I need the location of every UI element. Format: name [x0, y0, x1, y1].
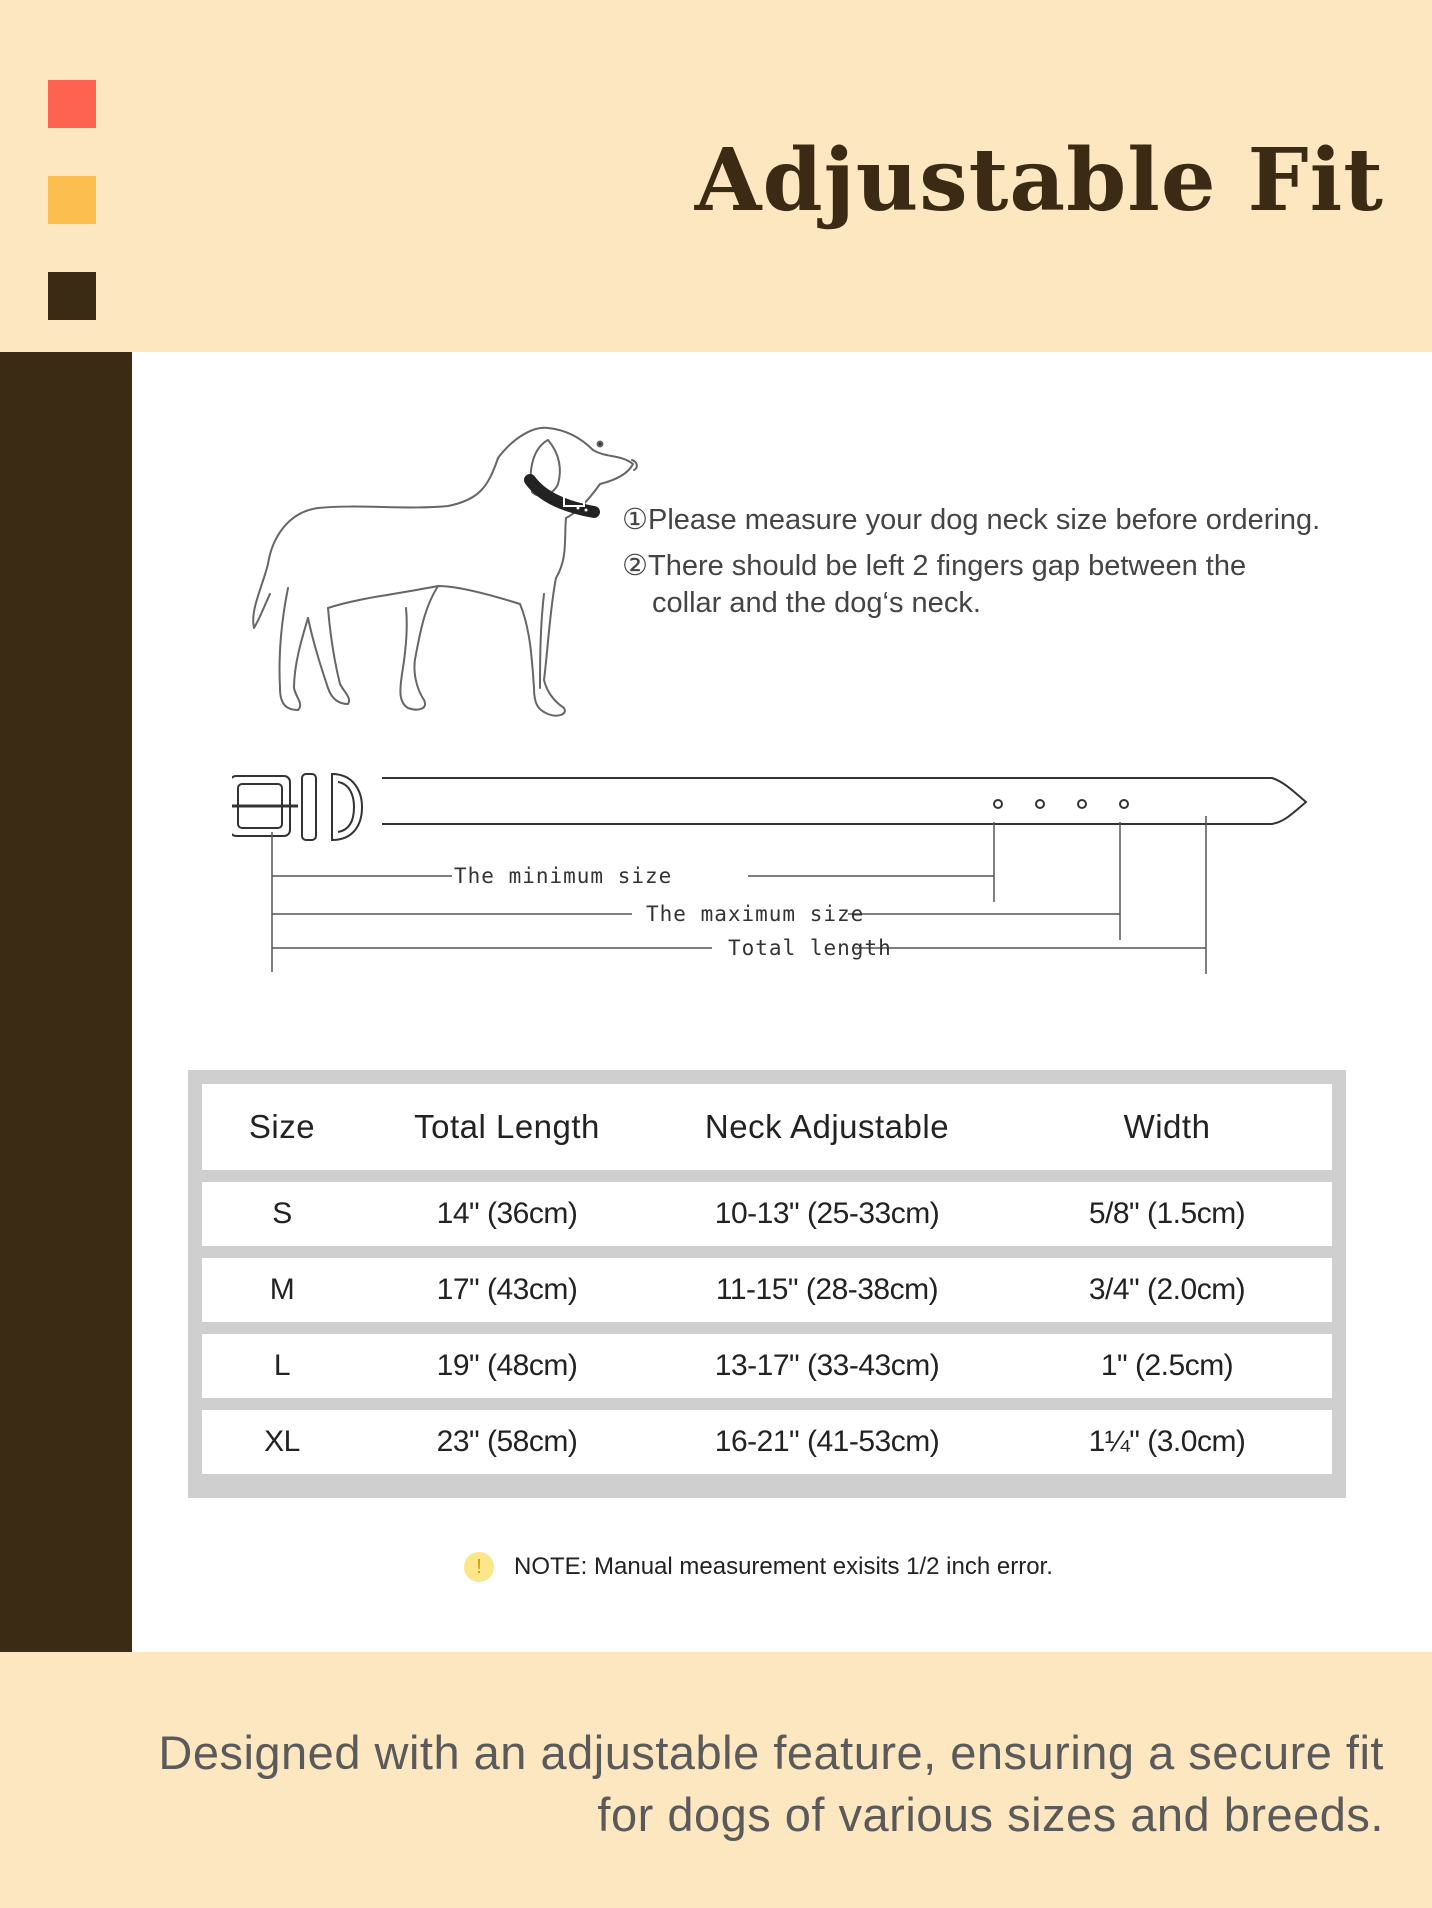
neck-adjustable-cell: 10-13" (25-33cm) [714, 1197, 940, 1230]
header-total-length: Total Length [414, 1108, 600, 1145]
total-length-cell: 17" (43cm) [436, 1273, 578, 1306]
instruction-2: ②There should be left 2 fingers gap between the [622, 549, 1247, 582]
table-row [202, 1182, 1332, 1246]
width-cell: 3/4" (2.0cm) [1088, 1273, 1246, 1306]
size-cell: L [273, 1349, 291, 1382]
warning-icon: ! [464, 1552, 494, 1582]
header-size: Size [248, 1108, 316, 1145]
footer-description [84, 1722, 1384, 1846]
neck-adjustable-cell: 16-21" (41-53cm) [714, 1425, 940, 1458]
header [0, 0, 1432, 352]
sidebar-bar [0, 352, 132, 1652]
size-chart-table [188, 1070, 1346, 1498]
instruction-2-continued: collar and the dog‘s neck. [652, 587, 981, 620]
brown-swatch [48, 272, 96, 320]
total-length-cell: 19" (48cm) [436, 1349, 578, 1382]
footer-line-1: Designed with an adjustable feature, ensuring a secure fit [158, 1726, 1384, 1779]
width-cell: 5/8" (1.5cm) [1088, 1197, 1246, 1230]
collar-diagram [232, 752, 1382, 1012]
instruction-1: ①Please measure your dog neck size before ordering. [622, 504, 1321, 536]
neck-adjustable-cell: 13-17" (33-43cm) [714, 1349, 940, 1382]
footer-line-2: for dogs of various sizes and breeds. [597, 1788, 1384, 1841]
total-length-cell: 14" (36cm) [436, 1197, 578, 1230]
table-header-row [202, 1084, 1332, 1170]
table-row [202, 1334, 1332, 1398]
content-panel [132, 352, 1432, 1652]
red-swatch [48, 80, 96, 128]
measurement-note [464, 1552, 1053, 1582]
size-cell: S [272, 1197, 292, 1230]
neck-adjustable-cell: 11-15" (28-38cm) [715, 1273, 939, 1306]
table-row [202, 1258, 1332, 1322]
size-cell: XL [264, 1425, 300, 1458]
yellow-swatch [48, 176, 96, 224]
table-row [202, 1410, 1332, 1474]
width-cell: 1" (2.5cm) [1100, 1349, 1234, 1382]
note-text: NOTE: Manual measurement exisits 1/2 inch error. [514, 1553, 1053, 1580]
header-neck-adjustable: Neck Adjustable [704, 1108, 950, 1145]
maximum-size-label: The maximum size [646, 902, 865, 926]
header-width: Width [1123, 1108, 1211, 1145]
width-cell: 1¼" (3.0cm) [1088, 1425, 1246, 1458]
size-cell: M [269, 1273, 295, 1306]
measuring-instructions [622, 502, 1320, 623]
total-length-cell: 23" (58cm) [436, 1425, 578, 1458]
page-title: Adjustable Fit [694, 130, 1384, 231]
minimum-size-label: The minimum size [454, 864, 673, 888]
total-length-label: Total length [728, 936, 892, 960]
